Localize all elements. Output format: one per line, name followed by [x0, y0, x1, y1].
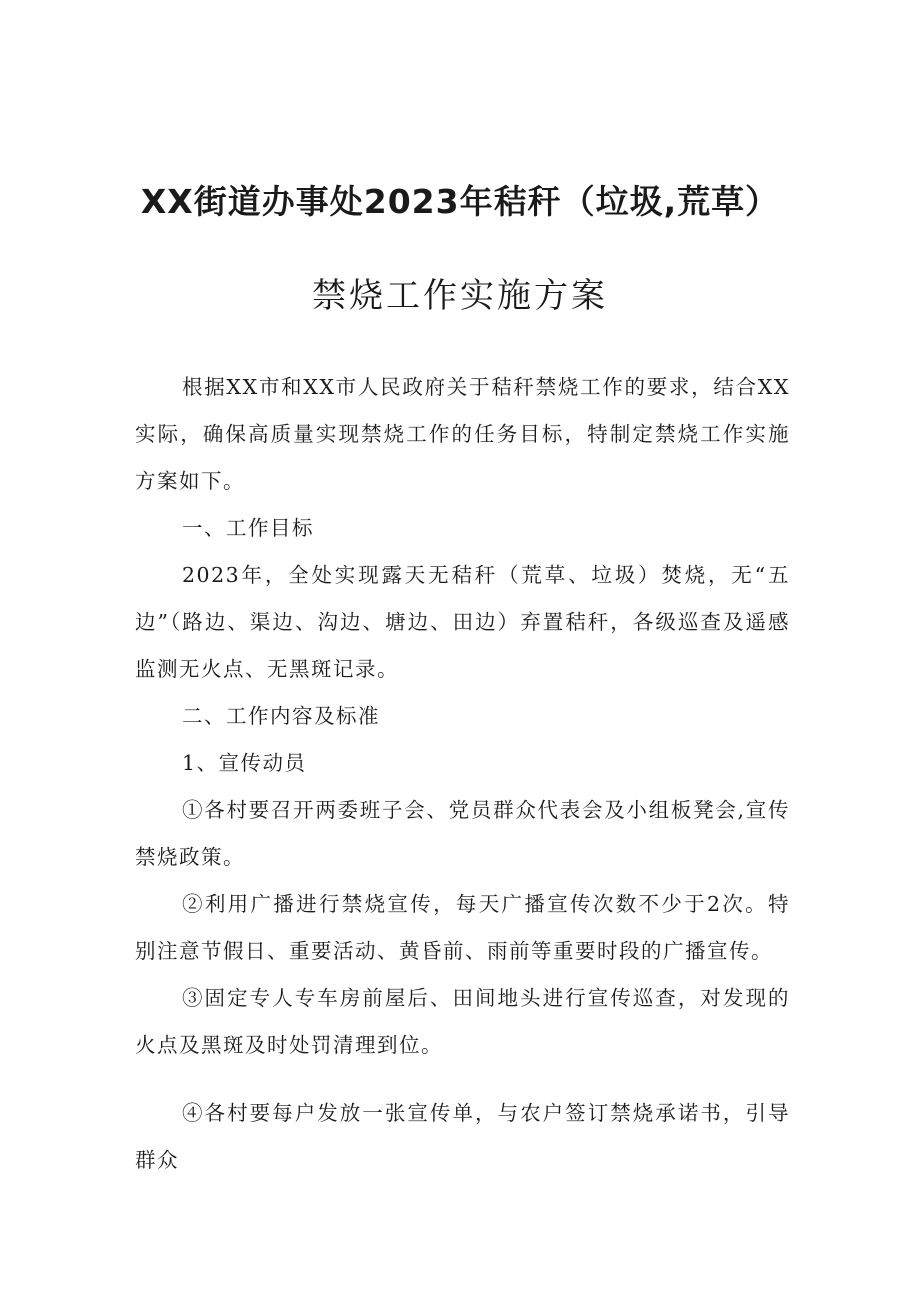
section-1-heading: 一、工作目标 — [182, 516, 314, 540]
document-body — [135, 364, 790, 1184]
list-item-1: ①各村要召开两委班子会、党员群众代表会及小组板凳会,宣传禁烧政策。 — [135, 798, 790, 869]
subsection-1-heading: 1、宣传动员 — [182, 751, 307, 775]
list-item-4: ④各村要每户发放一张宣传单，与农户签订禁烧承诺书，引导群众 — [135, 1101, 790, 1172]
list-item-2: ②利用广播进行禁烧宣传，每天广播宣传次数不少于2次。特别注意节假日、重要活动、黄昏前、雨前等重要时段的广播宣传。 — [135, 892, 790, 963]
document-title-line-1: XX街道办事处2023年秸秆（垃圾,荒草） — [140, 182, 780, 221]
section-1-paragraph: 2023年，全处实现露天无秸秆（荒草、垃圾）焚烧，无“五边”（路边、渠边、沟边、塘边、田边）弃置秸秆，各级巡查及遥感监测无火点、无黑斑记录。 — [135, 563, 790, 681]
list-item-3: ③固定专人专车房前屋后、田间地头进行宣传巡查，对发现的火点及黑斑及时处罚清理到位。 — [135, 986, 790, 1057]
section-2-heading: 二、工作内容及标准 — [182, 704, 380, 728]
document-title-line-2: 禁烧工作实施方案 — [312, 276, 608, 316]
intro-paragraph: 根据XX市和XX市人民政府关于秸秆禁烧工作的要求，结合XX实际，确保高质量实现禁烧工作的任务目标，特制定禁烧工作实施方案如下。 — [135, 375, 790, 493]
